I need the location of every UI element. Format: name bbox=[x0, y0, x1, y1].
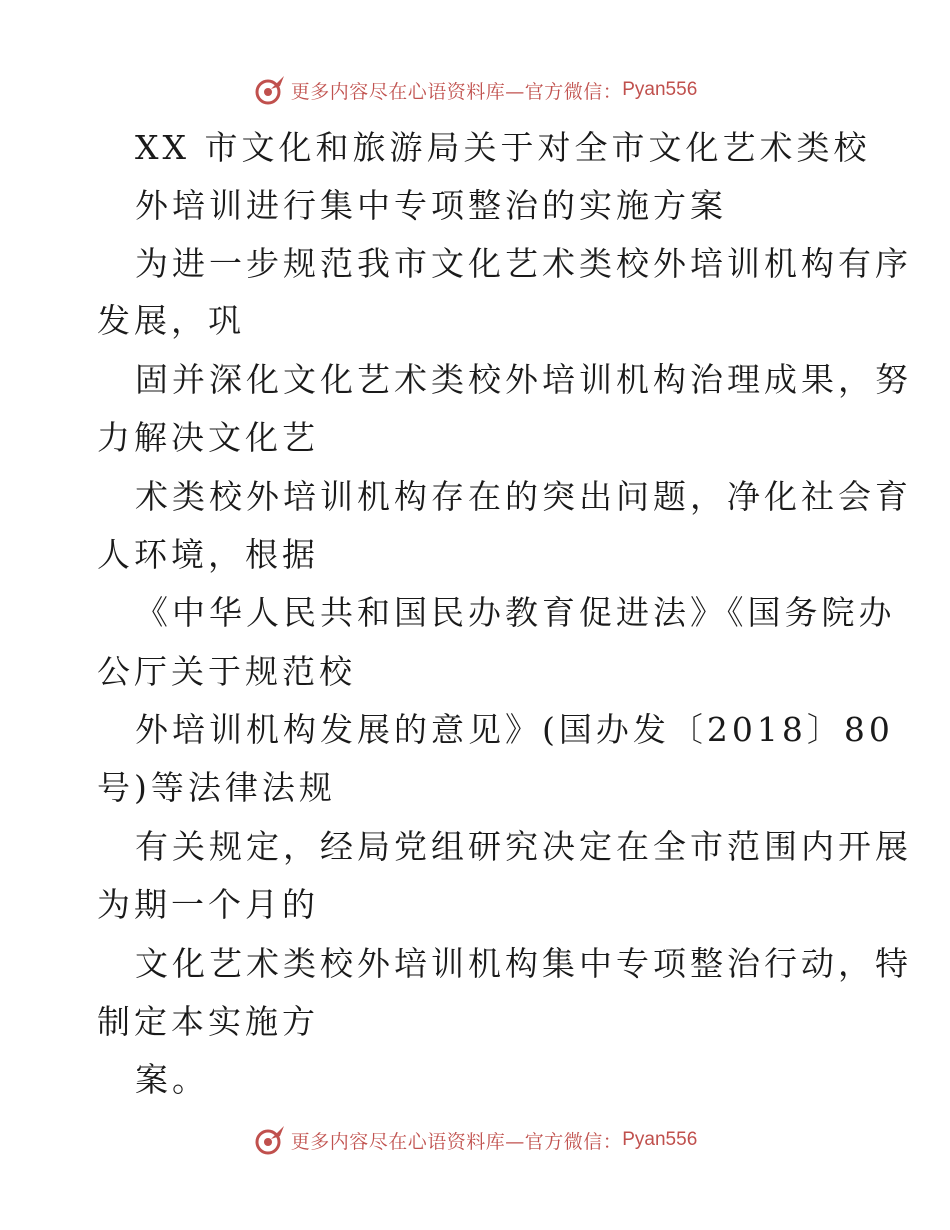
paragraph-line: 《中华人民共和国民办教育促进法》《国务院办 bbox=[135, 593, 896, 632]
document-title-line-1: XX 市文化和旅游局关于对全市文化艺术类校 bbox=[135, 128, 871, 167]
paragraph-line: 有关规定，经局党组研究决定在全市范围内开展 bbox=[135, 827, 912, 866]
watermark-wechat-id: Pyan556 bbox=[622, 1129, 698, 1150]
paragraph-line: 文化艺术类校外培训机构集中专项整治行动，特 bbox=[135, 944, 912, 983]
watermark-text: 更多内容尽在心语资料库—官方微信： bbox=[290, 1130, 623, 1153]
paragraph-line: 人环境，根据 bbox=[97, 535, 319, 574]
paragraph-line: 为进一步规范我市文化艺术类校外培训机构有序 bbox=[135, 244, 912, 283]
paragraph-line: 制定本实施方 bbox=[97, 1002, 319, 1041]
watermark-text: 更多内容尽在心语资料库—官方微信： bbox=[290, 80, 623, 103]
paragraph-line: 号)等法律法规 bbox=[97, 768, 336, 807]
paragraph-line: 外培训机构发展的意见》(国办发〔2018〕80 bbox=[135, 710, 894, 749]
paragraph-line: 固并深化文化艺术类校外培训机构治理成果，努 bbox=[135, 360, 912, 399]
paragraph-line: 案。 bbox=[135, 1060, 209, 1099]
document-title-line-2: 外培训进行集中专项整治的实施方案 bbox=[135, 186, 727, 225]
paragraph-line: 力解决文化艺 bbox=[97, 418, 319, 457]
paragraph-line: 术类校外培训机构存在的突出问题，净化社会育 bbox=[135, 477, 912, 516]
paragraph-line: 发展，巩 bbox=[97, 301, 245, 340]
header-watermark bbox=[0, 70, 950, 110]
paragraph-line: 为期一个月的 bbox=[97, 885, 319, 924]
quill-logo-icon bbox=[253, 1123, 287, 1157]
paragraph-line: 公厅关于规范校 bbox=[97, 652, 356, 691]
watermark-wechat-id: Pyan556 bbox=[622, 79, 698, 100]
quill-logo-icon bbox=[253, 73, 287, 107]
footer-watermark bbox=[0, 1120, 950, 1160]
